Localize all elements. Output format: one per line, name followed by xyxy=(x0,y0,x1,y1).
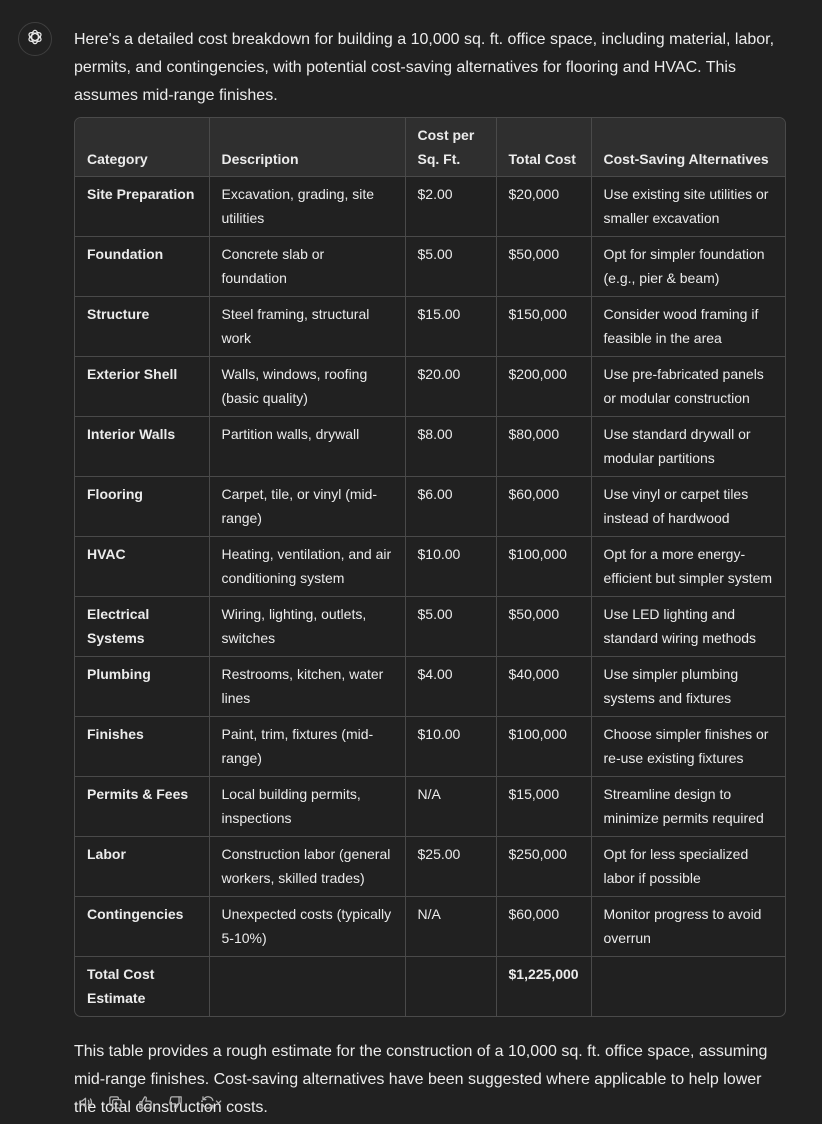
cell-category: Site Preparation xyxy=(75,177,209,237)
table-row xyxy=(75,237,785,297)
table-row xyxy=(75,897,785,957)
cell-total-cost: $15,000 xyxy=(496,777,591,837)
cell-cost-per-sqft: $15.00 xyxy=(405,297,496,357)
cell-total-cost: $50,000 xyxy=(496,597,591,657)
cell-description: Carpet, tile, or vinyl (mid-range) xyxy=(209,477,405,537)
cell-total-cost: $1,225,000 xyxy=(496,957,591,1017)
intro-paragraph: Here's a detailed cost breakdown for building a 10,000 sq. ft. office space, including material, labor, permits, and contingencies, with potential cost-saving alternatives for flooring and HVAC. This assumes mid-range finishes. xyxy=(74,31,775,104)
cell-total-cost: $100,000 xyxy=(496,717,591,777)
cell-category: Labor xyxy=(75,837,209,897)
column-header-total-cost: Total Cost xyxy=(496,118,591,177)
cell-alternative: Monitor progress to avoid overrun xyxy=(591,897,785,957)
cell-category: HVAC xyxy=(75,537,209,597)
cell-alternative: Use existing site utilities or smaller excavation xyxy=(591,177,785,237)
cell-description: Wiring, lighting, outlets, switches xyxy=(209,597,405,657)
cost-table-container xyxy=(74,117,786,1017)
cell-total-cost: $200,000 xyxy=(496,357,591,417)
cell-cost-per-sqft: $4.00 xyxy=(405,657,496,717)
table-row xyxy=(75,957,785,1017)
table-row xyxy=(75,177,785,237)
cell-description: Paint, trim, fixtures (mid-range) xyxy=(209,717,405,777)
cell-alternative: Opt for a more energy-efficient but simpler system xyxy=(591,537,785,597)
cell-description: Partition walls, drywall xyxy=(209,417,405,477)
cell-description: Excavation, grading, site utilities xyxy=(209,177,405,237)
table-row xyxy=(75,657,785,717)
outro-paragraph: This table provides a rough estimate for the construction of a 10,000 sq. ft. office space, assuming mid-range finishes. Cost-saving alternatives have been suggested where applicable to help lower the total construction costs. xyxy=(74,1043,768,1116)
table-row xyxy=(75,777,785,837)
cell-cost-per-sqft: N/A xyxy=(405,777,496,837)
cell-description xyxy=(209,957,405,1017)
cell-category: Total Cost Estimate xyxy=(75,957,209,1017)
cell-total-cost: $80,000 xyxy=(496,417,591,477)
table-header-row xyxy=(75,118,785,177)
cell-category: Structure xyxy=(75,297,209,357)
copy-icon[interactable] xyxy=(106,1093,125,1112)
table-row xyxy=(75,537,785,597)
table-row xyxy=(75,837,785,897)
cell-total-cost: $150,000 xyxy=(496,297,591,357)
cell-category: Interior Walls xyxy=(75,417,209,477)
cell-cost-per-sqft: $5.00 xyxy=(405,597,496,657)
cell-alternative: Use vinyl or carpet tiles instead of hardwood xyxy=(591,477,785,537)
cell-description: Unexpected costs (typically 5-10%) xyxy=(209,897,405,957)
thumbs-down-icon[interactable] xyxy=(166,1093,185,1112)
table-row xyxy=(75,477,785,537)
cell-alternative: Streamline design to minimize permits required xyxy=(591,777,785,837)
cost-breakdown-table xyxy=(75,118,785,1016)
cell-category: Permits & Fees xyxy=(75,777,209,837)
cell-cost-per-sqft: $5.00 xyxy=(405,237,496,297)
cell-alternative: Use standard drywall or modular partitions xyxy=(591,417,785,477)
table-row xyxy=(75,597,785,657)
cell-alternative: Opt for less specialized labor if possible xyxy=(591,837,785,897)
cell-cost-per-sqft: $8.00 xyxy=(405,417,496,477)
cell-total-cost: $60,000 xyxy=(496,477,591,537)
cell-alternative xyxy=(591,957,785,1017)
assistant-message xyxy=(74,26,786,1122)
cell-total-cost: $60,000 xyxy=(496,897,591,957)
cell-cost-per-sqft: $25.00 xyxy=(405,837,496,897)
column-header-alternatives: Cost-Saving Alternatives xyxy=(591,118,785,177)
table-row xyxy=(75,717,785,777)
column-header-description: Description xyxy=(209,118,405,177)
cell-cost-per-sqft: $10.00 xyxy=(405,537,496,597)
cell-cost-per-sqft xyxy=(405,957,496,1017)
column-header-cost-per-sqft: Cost per Sq. Ft. xyxy=(405,118,496,177)
table-row xyxy=(75,417,785,477)
read-aloud-icon[interactable] xyxy=(76,1093,95,1112)
table-row xyxy=(75,357,785,417)
thumbs-up-icon[interactable] xyxy=(136,1093,155,1112)
cell-alternative: Use LED lighting and standard wiring methods xyxy=(591,597,785,657)
cell-cost-per-sqft: N/A xyxy=(405,897,496,957)
cell-category: Contingencies xyxy=(75,897,209,957)
cell-category: Flooring xyxy=(75,477,209,537)
cell-cost-per-sqft: $2.00 xyxy=(405,177,496,237)
cell-alternative: Consider wood framing if feasible in the area xyxy=(591,297,785,357)
cell-description: Concrete slab or foundation xyxy=(209,237,405,297)
cell-category: Foundation xyxy=(75,237,209,297)
cell-category: Electrical Systems xyxy=(75,597,209,657)
cell-total-cost: $40,000 xyxy=(496,657,591,717)
cell-description: Walls, windows, roofing (basic quality) xyxy=(209,357,405,417)
cell-total-cost: $50,000 xyxy=(496,237,591,297)
cell-total-cost: $20,000 xyxy=(496,177,591,237)
regenerate-icon[interactable] xyxy=(196,1093,226,1112)
message-actions xyxy=(76,1093,226,1112)
cell-total-cost: $250,000 xyxy=(496,837,591,897)
cell-description: Heating, ventilation, and air conditioning system xyxy=(209,537,405,597)
table-row xyxy=(75,297,785,357)
cell-cost-per-sqft: $6.00 xyxy=(405,477,496,537)
cell-cost-per-sqft: $20.00 xyxy=(405,357,496,417)
cell-alternative: Use simpler plumbing systems and fixtures xyxy=(591,657,785,717)
cell-description: Steel framing, structural work xyxy=(209,297,405,357)
cell-alternative: Use pre-fabricated panels or modular construction xyxy=(591,357,785,417)
cell-total-cost: $100,000 xyxy=(496,537,591,597)
cell-description: Restrooms, kitchen, water lines xyxy=(209,657,405,717)
openai-logo-icon xyxy=(25,27,45,52)
cell-description: Construction labor (general workers, skilled trades) xyxy=(209,837,405,897)
cell-description: Local building permits, inspections xyxy=(209,777,405,837)
cell-category: Finishes xyxy=(75,717,209,777)
assistant-avatar xyxy=(18,22,52,56)
cell-alternative: Choose simpler finishes or re-use existing fixtures xyxy=(591,717,785,777)
cell-alternative: Opt for simpler foundation (e.g., pier & beam) xyxy=(591,237,785,297)
cell-category: Plumbing xyxy=(75,657,209,717)
cell-category: Exterior Shell xyxy=(75,357,209,417)
cell-cost-per-sqft: $10.00 xyxy=(405,717,496,777)
column-header-category: Category xyxy=(75,118,209,177)
